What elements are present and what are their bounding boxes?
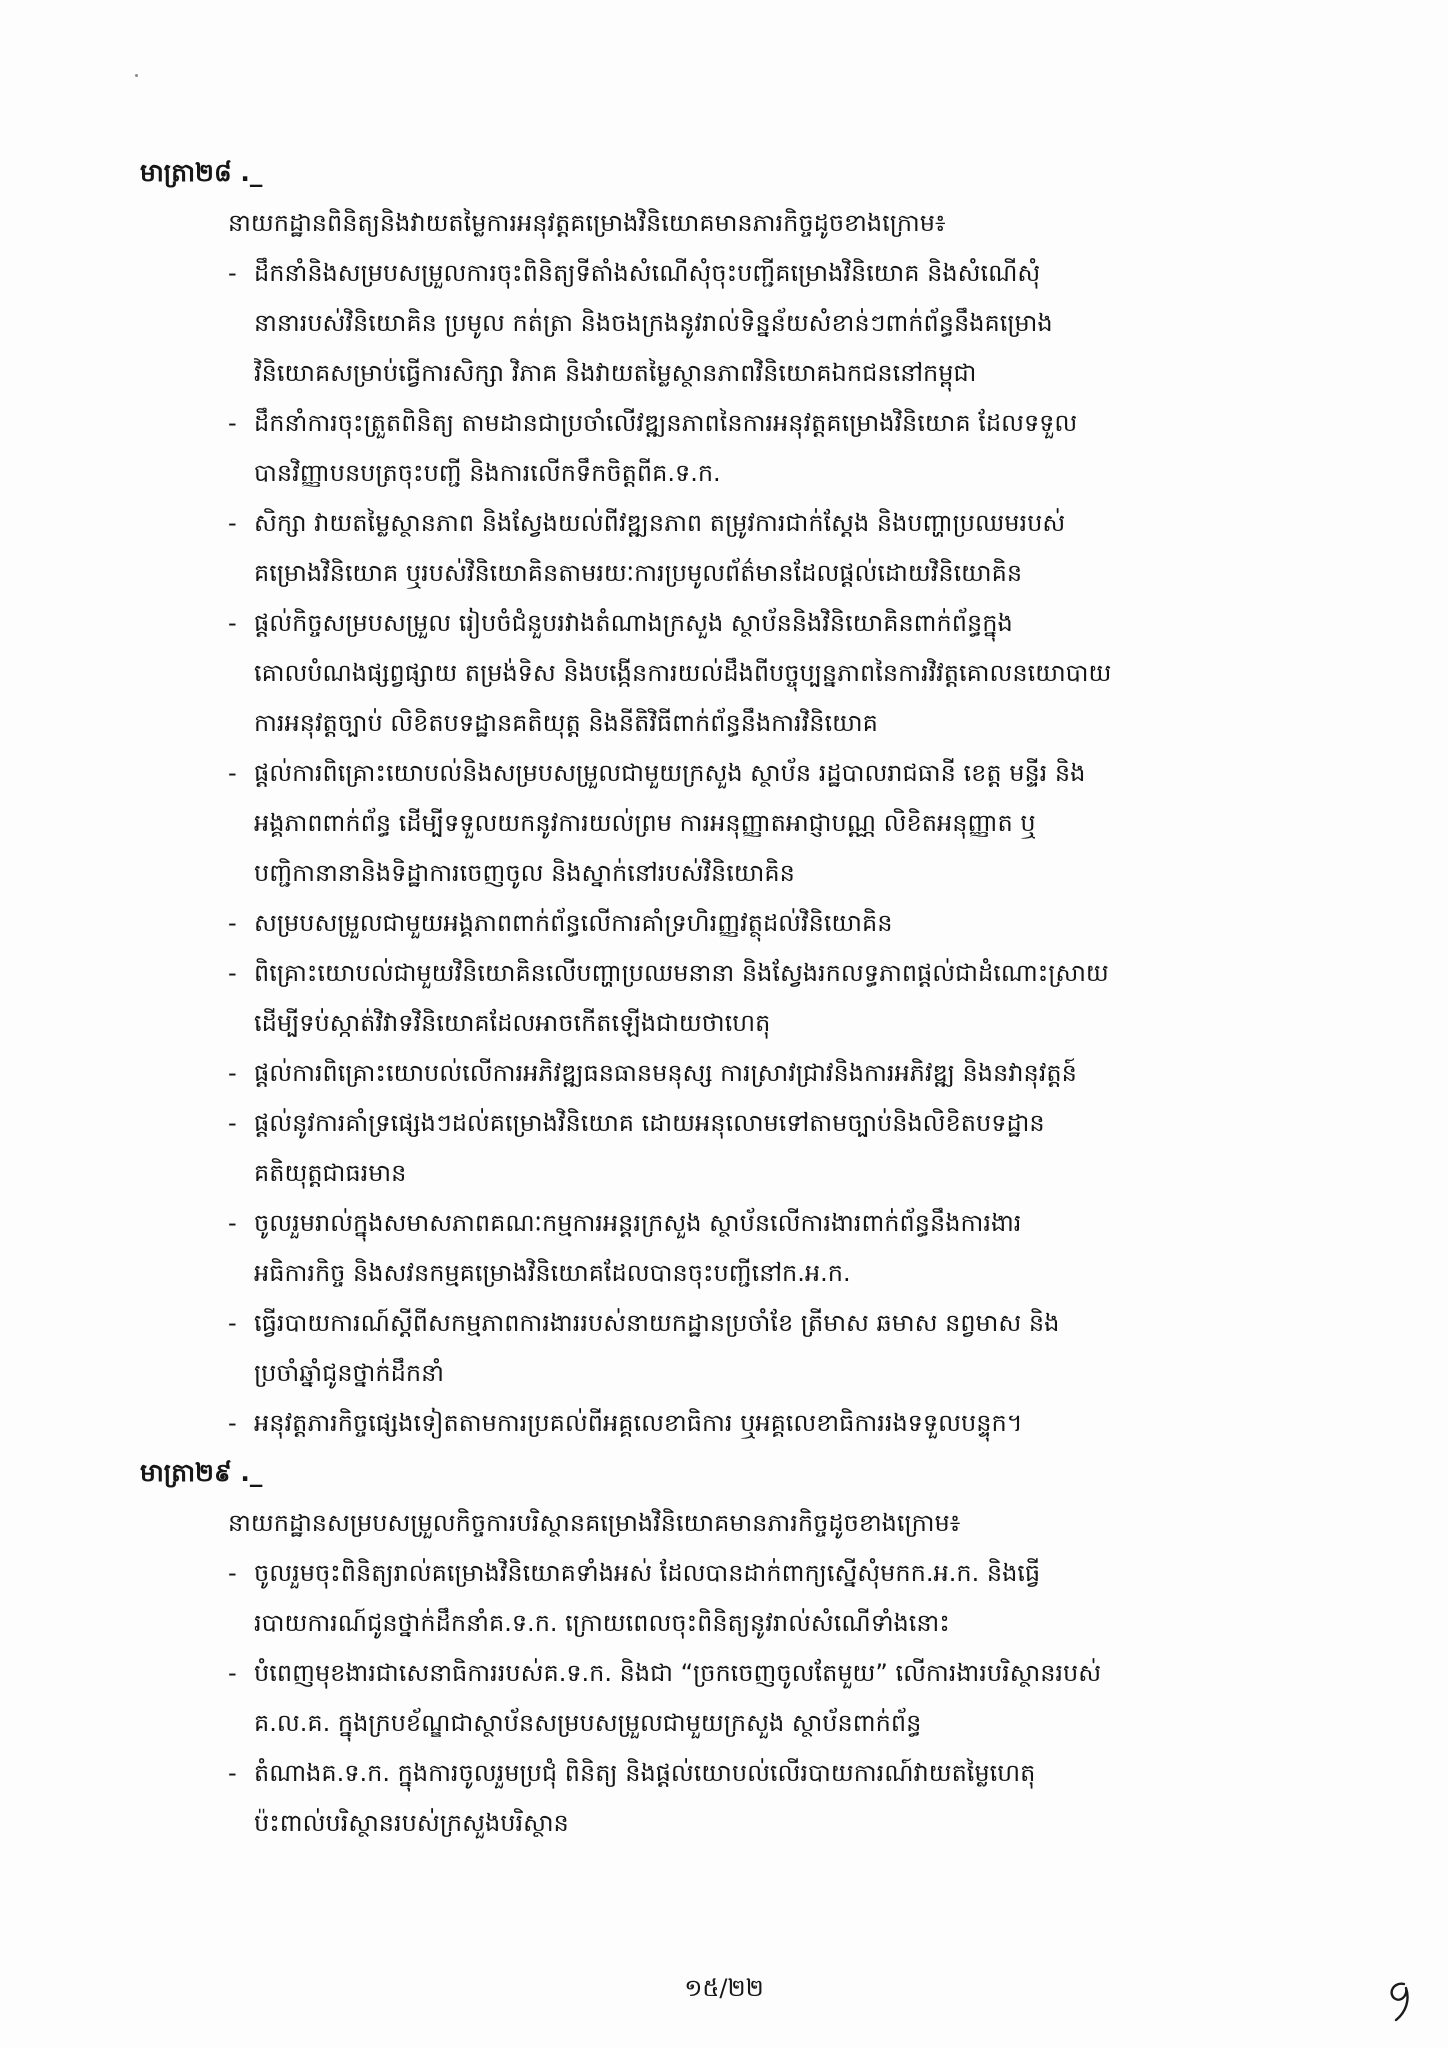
list-item-line: ផ្តល់ការពិគ្រោះយោបល់លើការអភិវឌ្ឍធនធានមនុស្ស ការស្រាវជ្រាវនិងការអភិវឌ្ឍ និងនវានុវត្តន៍ bbox=[254, 1059, 1077, 1087]
list-item-line: ការអនុវត្តច្បាប់ លិខិតបទដ្ឋានគតិយុត្ត និងនីតិវិធីពាក់ព័ន្ធនឹងការវិនិយោគ bbox=[254, 709, 878, 737]
list-item bbox=[140, 398, 1350, 498]
bullet-dash: - bbox=[228, 259, 237, 287]
list-item-line: ប្រចាំឆ្នាំជូនថ្នាក់ដឹកនាំ bbox=[254, 1359, 444, 1387]
article-28-duties-list bbox=[140, 248, 1350, 1448]
article-29-heading: មាត្រា២៩ ._ bbox=[140, 1458, 263, 1487]
article-29-intro: នាយកដ្ឋានសម្របសម្រួលកិច្ចការបរិស្ថានគម្រោងវិនិយោគមានភារកិច្ចដូចខាងក្រោម៖ bbox=[228, 1509, 961, 1537]
bullet-dash: - bbox=[228, 1309, 237, 1337]
list-item bbox=[140, 1098, 1350, 1198]
list-item-line: ប៉ះពាល់បរិស្ថានរបស់ក្រសួងបរិស្ថាន bbox=[254, 1809, 569, 1837]
list-item bbox=[140, 1398, 1350, 1448]
bullet-dash: - bbox=[228, 509, 237, 537]
list-item-line: គ.ល.គ. ក្នុងក្របខ័ណ្ឌជាស្ថាប័នសម្របសម្រួលជាមួយក្រសួង ស្ថាប័នពាក់ព័ន្ធ bbox=[254, 1709, 922, 1737]
bullet-dash: - bbox=[228, 609, 237, 637]
list-item-line: ធ្វើរបាយការណ៍ស្តីពីសកម្មភាពការងាររបស់នាយកដ្ឋានប្រចាំខែ ត្រីមាស ឆមាស នព្វមាស និង bbox=[254, 1309, 1060, 1337]
bullet-dash: - bbox=[228, 1659, 237, 1687]
list-item bbox=[140, 748, 1350, 898]
article-28-heading: មាត្រា២៨ ._ bbox=[140, 158, 263, 187]
bullet-dash: - bbox=[228, 1059, 237, 1087]
list-item-line: ផ្តល់នូវការគាំទ្រផ្សេងៗដល់គម្រោងវិនិយោគ ដោយអនុលោមទៅតាមច្បាប់និងលិខិតបទដ្ឋាន bbox=[254, 1109, 1045, 1137]
list-item bbox=[140, 1198, 1350, 1298]
handwritten-initial-mark bbox=[1380, 1978, 1420, 2024]
list-item bbox=[140, 898, 1350, 948]
list-item-line: របាយការណ៍ជូនថ្នាក់ដឹកនាំគ.ទ.ក. ក្រោយពេលចុះពិនិត្យនូវរាល់សំណើទាំងនោះ bbox=[254, 1609, 950, 1637]
article-28-intro: នាយកដ្ឋានពិនិត្យនិងវាយតម្លៃការអនុវត្តគម្រោងវិនិយោគមានភារកិច្ចដូចខាងក្រោម៖ bbox=[228, 209, 946, 237]
list-item bbox=[140, 1048, 1350, 1098]
list-item bbox=[140, 1648, 1350, 1748]
list-item-line: អធិការកិច្ច និងសវនកម្មគម្រោងវិនិយោគដែលបានចុះបញ្ជីនៅក.អ.ក. bbox=[254, 1259, 851, 1287]
document-body bbox=[140, 148, 1350, 1848]
list-item-line: ចូលរួមចុះពិនិត្យរាល់គម្រោងវិនិយោគទាំងអស់ ដែលបានដាក់ពាក្យស្នើសុំមកក.អ.ក. និងធ្វើ bbox=[254, 1559, 1041, 1587]
list-item bbox=[140, 1748, 1350, 1848]
bullet-dash: - bbox=[228, 959, 237, 987]
list-item-line: ពិគ្រោះយោបល់ជាមួយវិនិយោគិនលើបញ្ហាប្រឈមនានា និងស្វែងរកលទ្ធភាពផ្តល់ជាដំណោះស្រាយ bbox=[254, 959, 1109, 987]
list-item-line: សម្របសម្រួលជាមួយអង្គភាពពាក់ព័ន្ធលើការគាំទ្រហិរញ្ញវត្ថុដល់វិនិយោគិន bbox=[254, 909, 893, 937]
article-29-duties-list bbox=[140, 1548, 1350, 1848]
list-item-line: បំពេញមុខងារជាសេនាធិការរបស់គ.ទ.ក. និងជា “ច្រកចេញចូលតែមួយ” លើការងារបរិស្ថានរបស់ bbox=[254, 1659, 1102, 1687]
list-item-line: អង្គភាពពាក់ព័ន្ធ ដើម្បីទទួលយកនូវការយល់ព្រម ការអនុញ្ញាតអាជ្ញាបណ្ណ លិខិតអនុញ្ញាត ឬ bbox=[254, 809, 1036, 837]
list-item-line: បញ្ជិកានានានិងទិដ្ឋាការចេញចូល និងស្នាក់នៅរបស់វិនិយោគិន bbox=[254, 859, 795, 887]
list-item-line: គម្រោងវិនិយោគ ឬរបស់វិនិយោគិនតាមរយៈការប្រមូលព័ត៌មានដែលផ្តល់ដោយវិនិយោគិន bbox=[254, 559, 1023, 587]
list-item bbox=[140, 248, 1350, 398]
list-item-line: នានារបស់វិនិយោគិន ប្រមូល កត់ត្រា និងចងក្រងនូវរាល់ទិន្នន័យសំខាន់ៗពាក់ព័ន្ធនឹងគម្រោង bbox=[254, 309, 1053, 337]
list-item-line: គតិយុត្តជាធរមាន bbox=[254, 1159, 407, 1187]
list-item-line: តំណាងគ.ទ.ក. ក្នុងការចូលរួមប្រជុំ ពិនិត្យ និងផ្តល់យោបល់លើរបាយការណ៍វាយតម្លៃហេតុ bbox=[254, 1759, 1036, 1787]
list-item-line: ដឹកនាំនិងសម្របសម្រួលការចុះពិនិត្យទីតាំងសំណើសុំចុះបញ្ជីគម្រោងវិនិយោគ និងសំណើសុំ bbox=[254, 259, 1041, 287]
list-item-line: ផ្តល់ការពិគ្រោះយោបល់និងសម្របសម្រួលជាមួយក្រសួង ស្ថាប័ន រដ្ឋបាលរាជធានី ខេត្ត មន្ទីរ និង bbox=[254, 759, 1086, 787]
list-item-line: អនុវត្តភារកិច្ចផ្សេងទៀតតាមការប្រគល់ពីអគ្គលេខាធិការ ឬអគ្គលេខាធិការរងទទួលបន្ទុក។ bbox=[254, 1409, 1023, 1437]
page-number: ១៥/២២ bbox=[684, 1974, 764, 2002]
list-item-line: ដើម្បីទប់ស្កាត់វិវាទវិនិយោគដែលអាចកើតឡើងជាយថាហេតុ bbox=[254, 1009, 771, 1037]
bullet-dash: - bbox=[228, 409, 237, 437]
scan-speck bbox=[135, 74, 138, 77]
bullet-dash: - bbox=[228, 1209, 237, 1237]
list-item-line: ដឹកនាំការចុះត្រួតពិនិត្យ តាមដានជាប្រចាំលើវឌ្ឍនភាពនៃការអនុវត្តគម្រោងវិនិយោគ ដែលទទួល bbox=[254, 409, 1078, 437]
bullet-dash: - bbox=[228, 1409, 237, 1437]
bullet-dash: - bbox=[228, 1759, 237, 1787]
bullet-dash: - bbox=[228, 909, 237, 937]
bullet-dash: - bbox=[228, 759, 237, 787]
bullet-dash: - bbox=[228, 1559, 237, 1587]
list-item-line: វិនិយោគសម្រាប់ធ្វើការសិក្សា វិភាគ និងវាយតម្លៃស្ថានភាពវិនិយោគឯកជននៅកម្ពុជា bbox=[254, 359, 977, 387]
list-item-line: បានវិញ្ញាបនបត្រចុះបញ្ជី និងការលើកទឹកចិត្តពីគ.ទ.ក. bbox=[254, 459, 721, 487]
list-item bbox=[140, 1548, 1350, 1648]
bullet-dash: - bbox=[228, 1109, 237, 1137]
list-item-line: ផ្តល់កិច្ចសម្របសម្រួល រៀបចំជំនួបរវាងតំណាងក្រសួង ស្ថាប័ននិងវិនិយោគិនពាក់ព័ន្ធក្នុង bbox=[254, 609, 1013, 637]
list-item bbox=[140, 498, 1350, 598]
list-item-line: ចូលរួមរាល់ក្នុងសមាសភាពគណៈកម្មការអន្តរក្រសួង ស្ថាប័នលើការងារពាក់ព័ន្ធនឹងការងារ bbox=[254, 1209, 1022, 1237]
list-item bbox=[140, 948, 1350, 1048]
list-item-line: គោលបំណងផ្សព្វផ្សាយ តម្រង់ទិស និងបង្កើនការយល់ដឹងពីបច្ចុប្បន្នភាពនៃការវិវត្តគោលនយោបាយ bbox=[254, 659, 1112, 687]
list-item-line: សិក្សា វាយតម្លៃស្ថានភាព និងស្វែងយល់ពីវឌ្ឍនភាព តម្រូវការជាក់ស្តែង និងបញ្ហាប្រឈមរបស់ bbox=[254, 509, 1066, 537]
list-item bbox=[140, 598, 1350, 748]
list-item bbox=[140, 1298, 1350, 1398]
